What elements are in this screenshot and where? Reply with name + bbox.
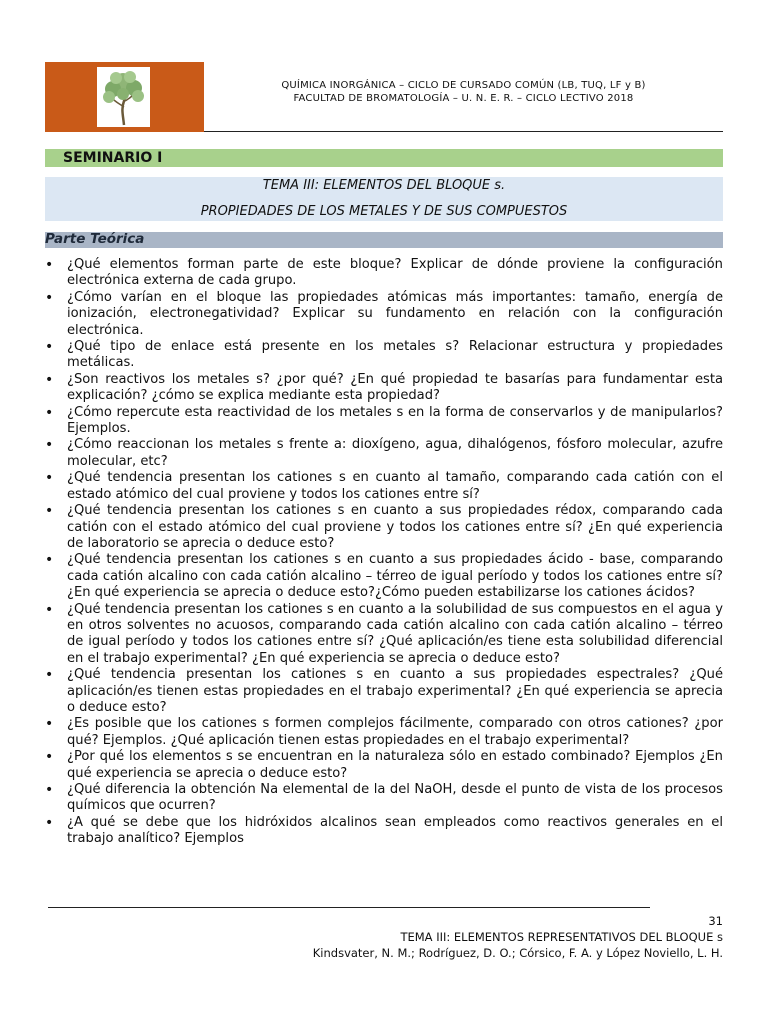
list-item: • ¿Qué diferencia la obtención Na elemental de la del NaOH, desde el punto de vista de los procesos químicos que ocurren? bbox=[45, 782, 723, 815]
list-item: • ¿Qué tendencia presentan los cationes s en cuanto a sus propiedades ácido - base, comparando cada catión alcalino con cada catión alcalino – térreo de igual período y todos los cationes entre sí? ¿En qué experiencia se aprecia o deduce esto?¿Cómo pueden estabilizarse los cationes ácidos? bbox=[45, 552, 723, 601]
list-item: • ¿Es posible que los cationes s formen complejos fácilmente, comparado con otros cationes? ¿por qué? Ejemplos. ¿Qué aplicación tienen estas propiedades en el trabajo experimental? bbox=[45, 716, 723, 749]
footer-authors: Kindsvater, N. M.; Rodríguez, D. O.; Córsico, F. A. y López Noviello, L. H. bbox=[312, 946, 723, 960]
topic-subtitle: PROPIEDADES DE LOS METALES Y DE SUS COMPUESTOS bbox=[200, 204, 568, 219]
header-logo-box bbox=[45, 62, 204, 132]
question-list bbox=[45, 257, 723, 848]
topic-title: TEMA III: ELEMENTOS DEL BLOQUE s. bbox=[262, 178, 506, 193]
list-item: • ¿Qué tendencia presentan los cationes s en cuanto a la solubilidad de sus compuestos en el agua y en otros solventes no acuosos, comparando cada catión alcalino con cada catión alcalino – térreo de igual período y todos los cationes entre sí? ¿Qué aplicación/es tiene esta solubilidad diferencial en el trabajo experimental? ¿En qué experiencia se aprecia o deduce esto? bbox=[45, 602, 723, 668]
section-title: Parte Teórica bbox=[45, 231, 145, 247]
seminar-title-bar bbox=[45, 149, 723, 167]
page-footer bbox=[313, 913, 723, 961]
seminar-title: SEMINARIO I bbox=[63, 150, 163, 166]
list-item: • ¿Qué tendencia presentan los cationes s en cuanto al tamaño, comparando cada catión con el estado atómico del cual proviene y todos los cationes entre sí? bbox=[45, 470, 723, 503]
section-title-bar bbox=[45, 232, 723, 248]
header-rule bbox=[204, 131, 723, 132]
list-item: • ¿Qué tendencia presentan los cationes s en cuanto a sus propiedades rédox, comparando cada catión con el estado atómico del cual proviene y todos los cationes entre sí? ¿En qué experiencia de laboratorio se aprecia o deduce esto? bbox=[45, 503, 723, 552]
list-item: • ¿Cómo varían en el bloque las propiedades atómicas más importantes: tamaño, energía de ionización, electronegatividad? Explicar su fundamento en relación con la configuración electrónica. bbox=[45, 290, 723, 339]
list-item: • ¿Cómo reaccionan los metales s frente a: dioxígeno, agua, dihalógenos, fósforo molecular, azufre molecular, etc? bbox=[45, 437, 723, 470]
header-text bbox=[220, 79, 707, 105]
header-faculty-line: FACULTAD DE BROMATOLOGÍA – U. N. E. R. – CICLO LECTIVO 2018 bbox=[293, 93, 634, 104]
list-item: • ¿Qué tendencia presentan los cationes s en cuanto a sus propiedades espectrales? ¿Qué aplicación/es tienen estas propiedades en el trabajo experimental? ¿En qué experiencia se aprecia o deduce esto? bbox=[45, 667, 723, 716]
list-item: • ¿Qué tipo de enlace está presente en los metales s? Relacionar estructura y propiedades metálicas. bbox=[45, 339, 723, 372]
footer-rule bbox=[48, 907, 650, 908]
list-item: • ¿Qué elementos forman parte de este bloque? Explicar de dónde proviene la configuración electrónica externa de cada grupo. bbox=[45, 257, 723, 290]
tree-logo-icon bbox=[97, 67, 150, 127]
list-item: • ¿Son reactivos los metales s? ¿por qué? ¿En qué propiedad te basarías para fundamentar esta explicación? ¿cómo se explica mediante esta propiedad? bbox=[45, 372, 723, 405]
list-item: • ¿Cómo repercute esta reactividad de los metales s en la forma de conservarlos y de manipularlos? Ejemplos. bbox=[45, 405, 723, 438]
page-number: 31 bbox=[708, 914, 723, 928]
header-course-line: QUÍMICA INORGÁNICA – CICLO DE CURSADO COMÚN (LB, TUQ, LF y B) bbox=[281, 80, 646, 91]
footer-topic: TEMA III: ELEMENTOS REPRESENTATIVOS DEL BLOQUE s bbox=[400, 930, 723, 944]
topic-box bbox=[45, 177, 723, 221]
list-item: • ¿Por qué los elementos s se encuentran en la naturaleza sólo en estado combinado? Ejemplos ¿En qué experiencia se aprecia o deduce esto? bbox=[45, 749, 723, 782]
list-item: • ¿A qué se debe que los hidróxidos alcalinos sean empleados como reactivos generales en el trabajo analítico? Ejemplos bbox=[45, 815, 723, 848]
